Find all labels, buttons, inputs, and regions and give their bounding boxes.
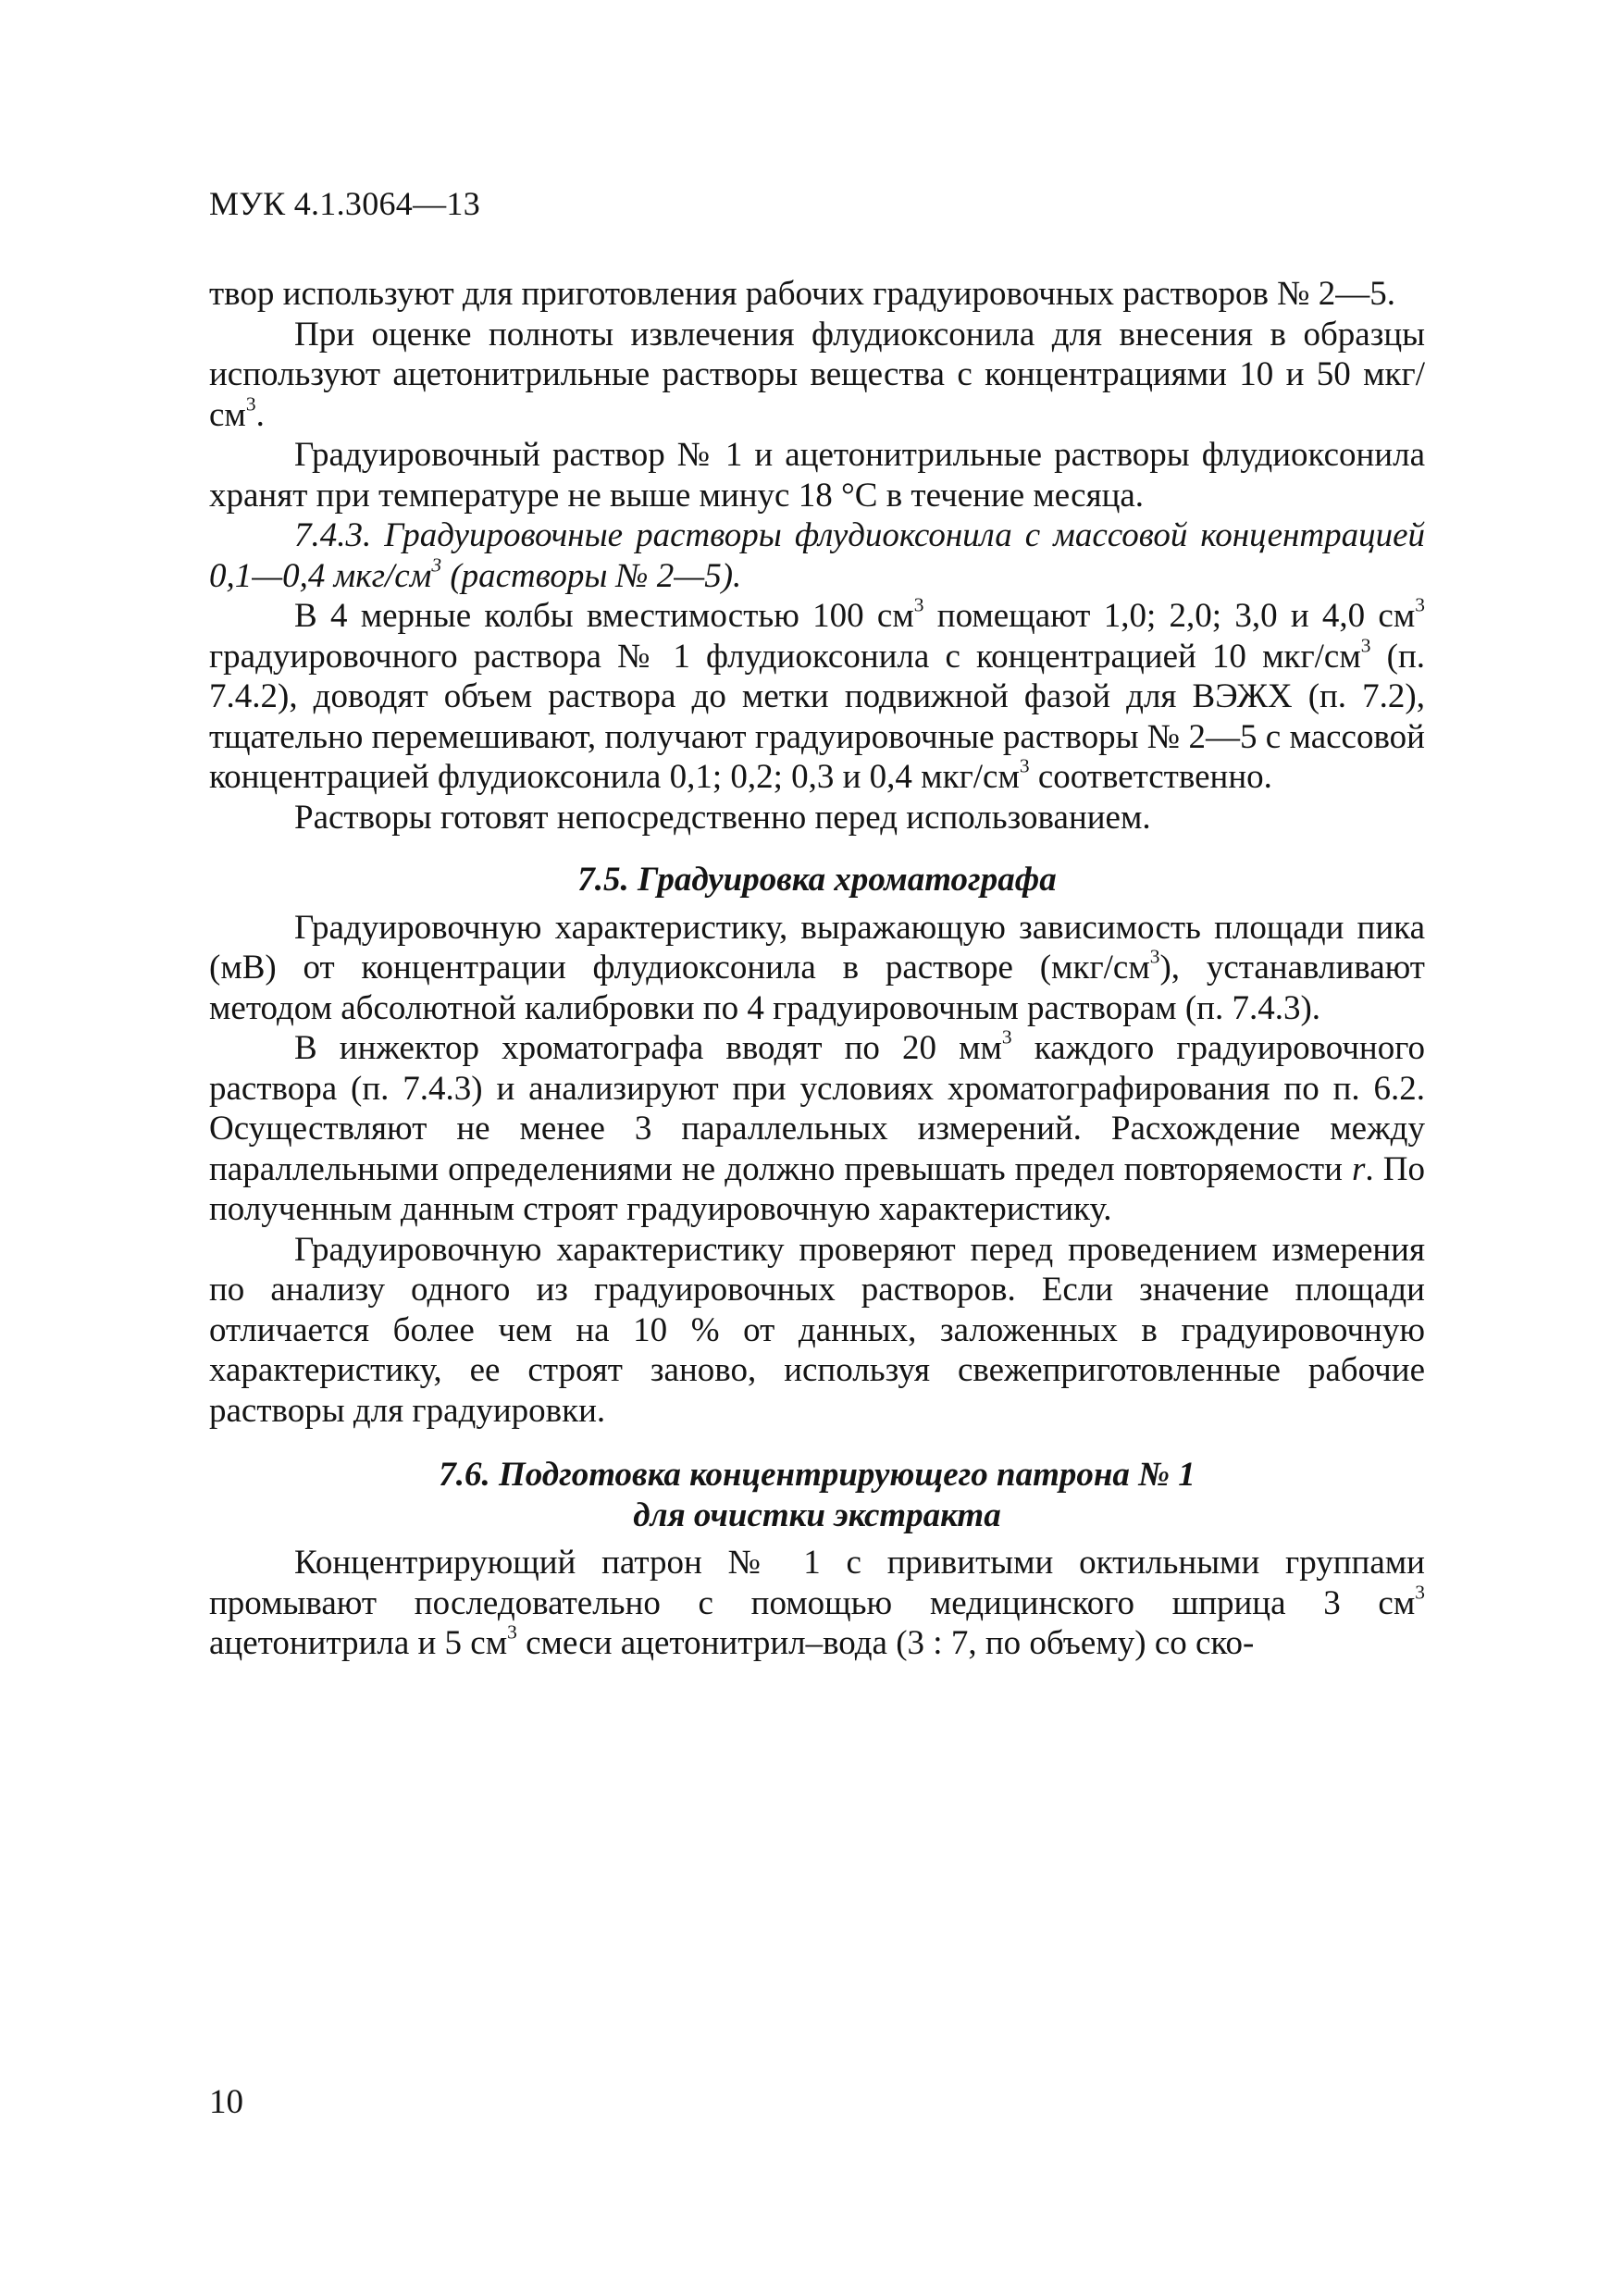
text-run: ацетонитрила и 5 см [209,1624,508,1662]
text-run: градуировочного раствора № 1 флудиоксонила с концентрацией 10 мкг/см [209,637,1361,676]
text-run: Градуировочную характеристику проверяют перед проведением измерения по анализу одного из градуировочных растворов. Если значение площади отличается более чем на 10 % от данных, заложенных в градуировочную характеристику, ее строят заново, используя свежеприготовленные рабочие растворы для градуировки. [209,1230,1425,1430]
superscript: 3 [1149,945,1160,968]
heading-line: 7.6. Подготовка концентрирующего патрона № 1 [439,1456,1196,1494]
text-run: твор используют для приготовления рабочих градуировочных растворов № 2—5. [209,275,1395,313]
superscript: 3 [913,593,924,616]
page-body [209,274,1425,1664]
superscript: 3 [1415,1580,1425,1603]
paragraph-storage [209,435,1425,515]
superscript: 3 [431,552,442,576]
italic-symbol-r: r [1352,1149,1366,1188]
text-run: При оценке полноты извлечения флудиоксонила для внесения в образцы используют ацетонитрильные растворы вещества с концентрациями 10 и 50 мкг/см [209,315,1425,434]
text-run: Градуировочный раствор № 1 и ацетонитрильные растворы флудиоксонила хранят при температуре не выше минус 18 °С в течение месяца. [209,436,1425,515]
paragraph-prepare-before-use [209,798,1425,838]
paragraph-cartridge-washing [209,1543,1425,1664]
paragraph-volumetric-flasks [209,593,1426,798]
text-run: смеси ацетонитрил–вода (3 : 7, по объему) со ско- [516,1624,1255,1662]
text-run: Концентрирующий патрон № 1 с привитыми октильными группами промывают последовательно с помощью медицинского шприца 3 см [209,1544,1425,1622]
text-run: 7.4.3. Градуировочные растворы флудиоксонила с массовой концентрацией 0,1—0,4 мкг/см [209,516,1425,595]
text-run: помещают 1,0; 2,0; 3,0 и 4,0 см [923,597,1416,635]
superscript: 3 [1019,754,1030,777]
text-run: (п. 7.4.2), доводят объем раствора до метки подвижной фазой для ВЭЖХ (п. 7.2), тщательно перемешивают, получают градуировочные растворы № 2—5 с массовой концентрацией флудиоксонила 0,1; 0,2; 0,3 и 0,4 мкг/см [209,637,1425,796]
text-run: (растворы № 2—5). [441,556,742,595]
text-run: Градуировочную характеристику, выражающую зависимость площади пика (мВ) от концентрации флудиоксонила в растворе (мкг/см [209,908,1425,987]
paragraph-calibration-characteristic [209,908,1425,1029]
subsection-7-4-3-title [209,515,1425,596]
paragraph-calibration-check [209,1230,1425,1432]
text-run: В 4 мерные колбы вместимостью 100 см [294,597,914,635]
superscript: 3 [1415,593,1426,616]
page-number: 10 [209,2083,243,2121]
text-run: каждого градуировочного раствора (п. 7.4.3) и анализируют при условиях хроматографирования по п. 6.2. Осуществляют не менее 3 параллельных измерений. Расхождение между параллельными определениями не должно превышать предел повторяемости [209,1029,1425,1188]
text-run: соответственно. [1029,758,1272,796]
section-heading-7-6 [209,1455,1425,1535]
superscript: 3 [1360,633,1371,656]
running-head: МУК 4.1.3064—13 [209,185,481,222]
heading-line: для очистки экстракта [633,1496,1001,1534]
text-run: . По полученным данным строят градуировочную характеристику. [209,1149,1425,1228]
text-run: . [255,395,265,434]
paragraph-injector [209,1025,1425,1230]
text-run: ), устанавливают методом абсолютной калибровки по 4 градуировочным растворам (п. 7.4.3). [209,949,1425,1027]
superscript: 3 [507,1620,517,1644]
text-run: В инжектор хроматографа вводят по 20 мм [294,1029,1002,1067]
text-run: Растворы готовят непосредственно перед использованием. [294,798,1151,837]
paragraph-continuation [209,274,1425,315]
superscript: 3 [245,391,256,415]
paragraph-extraction-completeness [209,315,1425,436]
section-heading-7-5: 7.5. Градуировка хроматографа [577,861,1057,899]
superscript: 3 [1001,1025,1012,1049]
